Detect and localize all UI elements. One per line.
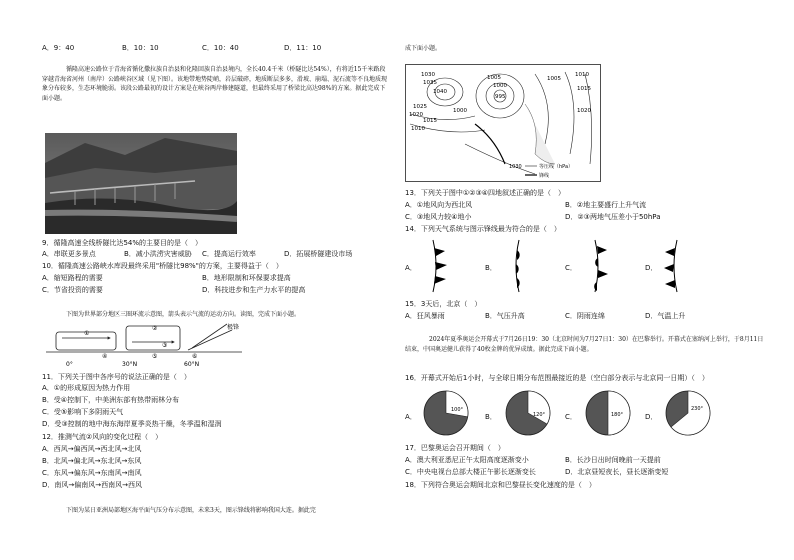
isobar-1035: 1035: [423, 80, 437, 86]
legend-front-label: 锋线: [539, 173, 550, 179]
q11-option-a: A．①的形成原因为热力作用: [42, 384, 131, 392]
question-14: 14．下列天气系统与图示锋线最为符合的是（ ）: [405, 225, 561, 233]
lat-30n: 30°N: [122, 361, 138, 368]
isobar-1030a: 1030: [421, 72, 435, 78]
question-13: 13．下列关于图中①②③④四地叙述正确的是（ ）: [405, 189, 566, 197]
q12-option-a: A．西风→偏西风→西北风→北风: [42, 445, 142, 453]
isobar-1015b: 1015: [577, 86, 591, 92]
isobar-995: 995: [495, 94, 506, 100]
prev-option-b: B．10：10: [122, 44, 159, 52]
q15-option-b: B．气压升高: [485, 312, 525, 320]
q14-option-a: A．: [405, 264, 417, 272]
isobar-1010b: 1010: [575, 72, 589, 78]
front-symbol-d-icon: [663, 238, 689, 294]
q11-option-d: D．受③控制的地中海东海岸夏季炎热干燥，冬季温和湿润: [42, 420, 222, 428]
prev-option-d: D．11：10: [284, 44, 322, 52]
question-9: 9．循隆高速全线桥隧比达54%的主要目的是（ ）: [42, 239, 203, 247]
q15-option-c: C．阴雨连绵: [565, 312, 605, 320]
q12-option-b: B．北风→偏北风→东北风→东风: [42, 457, 142, 465]
q11-option-b: B．受④控制下，中美洲东部有热带雨林分布: [42, 396, 180, 404]
prev-option-a: A．9：40: [42, 44, 75, 52]
q17-option-c: C．中央电视台总部大楼正午影长逐渐变长: [405, 468, 536, 476]
isobar-1010a: 1010: [411, 126, 425, 132]
isobar-1025: 1025: [413, 104, 427, 110]
isobar-1000a: 1000: [493, 83, 507, 89]
isobar-1020: 1020: [409, 112, 423, 118]
question-11: 11．下列关于图中各序号的说法正确的是（ ）: [42, 373, 191, 381]
lat-60n: 60°N: [184, 361, 200, 368]
isobar-1015: 1015: [423, 118, 437, 124]
question-18: 18．下列符合奥运会期间北京和巴黎昼长变化速度的是（ ）: [405, 481, 596, 489]
q14-option-d: D．: [645, 264, 658, 272]
q16-option-d: D．: [645, 413, 658, 421]
passage-2: 下图为世界部分地区三圈环流示意图，箭头表示气流的运动方向。读图，完成下面小题。: [66, 311, 301, 318]
circulation-diagram: [42, 320, 254, 370]
legend-isobar-value: 1030: [509, 164, 522, 170]
q14-option-c: C．: [565, 264, 577, 272]
question-12: 12．推测气流②风向的变化过程（ ）: [42, 433, 163, 441]
passage-3: 下图为某日亚洲局部地区海平面气压分布示意图，未来3天，图示锋线将影响我国大连。据此完: [66, 507, 316, 514]
isobar-1005b: 1005: [547, 76, 561, 82]
intro-continued: 成下面小题。: [405, 45, 442, 52]
q10-option-b: B．地形限制和环保要求提高: [202, 274, 291, 282]
photo-image: [45, 133, 237, 234]
angle-label-b: 120°: [533, 412, 546, 418]
q13-option-b: B．②地主要盛行上升气流: [565, 201, 647, 209]
angle-label-c: 180°: [611, 412, 624, 418]
q15-option-d: D．气温上升: [645, 312, 686, 320]
lat-0: 0°: [66, 361, 73, 368]
q16-option-a: A．: [405, 413, 417, 421]
q9-option-d: D．拓展桥隧建设市场: [284, 250, 353, 258]
q9-option-c: C．提高运行效率: [202, 250, 256, 258]
q14-option-b: B．: [485, 264, 497, 272]
circle-2: ②: [152, 325, 158, 332]
highway-photo: [45, 133, 237, 234]
front-symbol-c-icon: [585, 238, 611, 294]
q9-option-b: B．减小洪涝灾害威胁: [124, 250, 192, 258]
question-16: 16．开幕式开始后1小时，与全球日期分布范围最接近的是（空白部分表示与北京同一日期）（ ）: [405, 374, 709, 382]
circle-4: ④: [102, 353, 108, 360]
passage-1: 循隆高速公路位于青海省循化撒拉族自治县和化隆回族自治县境内，全长40.4千米（桥隧比达54%），有将近15千米路段穿越青海省河州（南岸）公路峡谷区域（见下图）。该地带地势陡峭，岩层破碎，地质断层多多，滑坡、崩塌、泥石流等不良地质现象分布较多，生态环境脆弱。该段公路最初的设计方案是在峡谷两岸修建隧道，但最终采用了桥梁比高达98%的方案。据此完成下面小题。: [42, 66, 388, 102]
circle-5: ⑤: [152, 353, 158, 360]
date-pie-a: [421, 388, 471, 438]
q16-option-b: B．: [485, 413, 497, 421]
q10-option-c: C．节省投资的需要: [42, 286, 103, 294]
q12-option-c: C．东风→偏东风→东南风→南风: [42, 469, 142, 477]
pole-front-label: 极锋: [227, 324, 240, 331]
isobar-1040: 1040: [433, 89, 447, 95]
isobar-1005a: 1005: [487, 75, 501, 81]
q16-option-c: C．: [565, 413, 577, 421]
circle-3: ③: [162, 342, 168, 349]
prev-option-c: C．10：40: [202, 44, 239, 52]
circle-6: ⑥: [192, 353, 198, 360]
q15-option-a: A．狂风暴雨: [405, 312, 445, 320]
isobar-1000b: 1000: [453, 108, 467, 114]
legend-isobar-label: 等压线（hPa）: [539, 164, 574, 170]
q17-option-a: A．澳大利亚悉尼正午太阳高度逐渐变小: [405, 456, 529, 464]
question-15: 15．3天后，北京（ ）: [405, 300, 482, 308]
q9-option-a: A．串联更多景点: [42, 250, 96, 258]
angle-label-d: 230°: [691, 406, 704, 412]
q17-option-b: B．长沙日出时间晚前一天提前: [565, 456, 661, 464]
q17-option-d: D．北京昼短夜长，昼长逐渐变短: [565, 468, 669, 476]
q13-option-d: D．②③两地气压差小于50hPa: [565, 213, 661, 221]
angle-label-a: 100°: [451, 407, 464, 413]
question-17: 17．巴黎奥运会召开期间（ ）: [405, 444, 505, 452]
pressure-map: [405, 64, 601, 182]
date-pie-d: [663, 388, 713, 438]
q10-option-d: D．科技进步和生产力水平的提高: [202, 286, 306, 294]
passage-4: 2024年夏季奥运会开幕式于7月26日19：30（北京时间为7月27日1：30）在巴黎举行。开幕式在塞纳河上举行，于8月11日结束，中国奥运健儿获得了40枚金牌的优异成绩。据此完成下面小题。: [405, 336, 764, 353]
front-symbol-a-icon: [425, 238, 451, 294]
q10-option-a: A．缩短路程的需要: [42, 274, 103, 282]
question-10: 10．循隆高速公路峡水库段最终采用"桥隧比98%"的方案，主要得益于（ ）: [42, 262, 283, 270]
q12-option-d: D．南风→偏南风→西南风→西风: [42, 481, 142, 489]
q11-option-c: C．受⑤影响下多阴雨天气: [42, 408, 124, 416]
date-pie-b: [503, 388, 553, 438]
circle-1: ①: [84, 330, 90, 337]
q13-option-c: C．③地风力较④地小: [405, 213, 472, 221]
date-pie-c: [583, 388, 633, 438]
q13-option-a: A．①地风向为西北风: [405, 201, 473, 209]
front-symbol-b-icon: [505, 238, 531, 294]
isobar-1020b: 1020: [577, 108, 591, 114]
